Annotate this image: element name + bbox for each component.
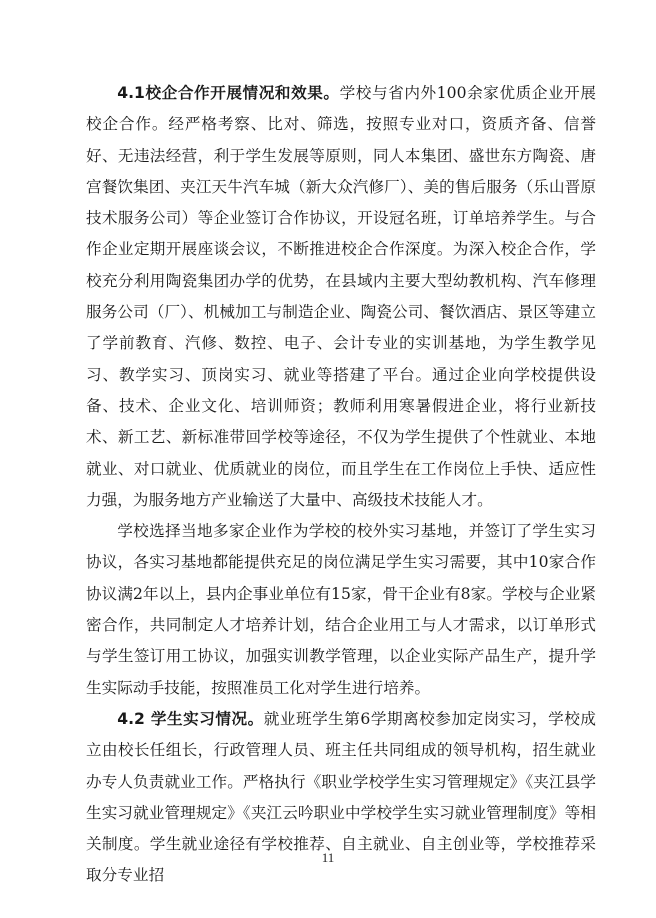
section-4-1-paragraph <box>86 78 596 516</box>
section-4-1-text: 学校与省内外100余家优质企业开展校企合作。经严格考察、比对、筛选，按照专业对口，资质齐备、信誉好、无违法经营，利于学生发展等原则，同人本集团、盛世东方陶瓷、唐宫餐饮集团、夹江天牛汽车城（新大众汽修厂）、美的售后服务（乐山晋原技术服务公司）等企业签订合作协议，开设冠名班，订单培养学生。与合作企业定期开展座谈会议，不断推进校企合作深度。为深入校企合作，学校充分利用陶瓷集团办学的优势，在县域内主要大型幼教机构、汽车修理服务公司（厂）、机械加工与制造企业、陶瓷公司、餐饮酒店、景区等建立了学前教育、汽修、数控、电子、会计专业的实训基地，为学生教学见习、教学实习、顶岗实习、就业等搭建了平台。通过企业向学校提供设备、技术、企业文化、培训师资；教师利用寒暑假进企业，将行业新技术、新工艺、新标准带回学校等途径，不仅为学生提供了个性就业、本地就业、对口就业、优质就业的岗位，而且学生在工作岗位上手快、适应性力强，为服务地方产业输送了大量中、高级技术技能人才。 <box>86 84 596 509</box>
page-number: 11 <box>321 850 335 865</box>
section-4-2-heading: 4.2 学生实习情况。 <box>117 709 264 728</box>
section-4-2-text: 就业班学生第6学期离校参加定岗实习，学校成立由校长任组长，行政管理人员、班主任共同组成的领导机构，招生就业办专人负责就业工作。严格执行《职业学校学生实习管理规定》《夹江县学生实习就业管理规定》《夹江云吟职业中学校学生实习就业管理制度》等相关制度。学生就业途径有学校推荐、自主就业、自主创业等，学校推荐采取分专业招 <box>86 709 596 885</box>
document-body <box>86 78 596 892</box>
internship-base-paragraph: 学校选择当地多家企业作为学校的校外实习基地，并签订了学生实习协议，各实习基地都能提供充足的岗位满足学生实习需要，其中10家合作协议满2年以上，县内企事业单位有15家，骨干企业有8家。学校与企业紧密合作，共同制定人才培养计划，结合企业用工与人才需求，以订单形式与学生签订用工协议，加强实训教学管理，以企业实际产品生产，提升学生实际动手技能，按照准员工化对学生进行培养。 <box>86 522 596 697</box>
section-4-1-heading: 4.1校企合作开展情况和效果。 <box>117 84 340 102</box>
